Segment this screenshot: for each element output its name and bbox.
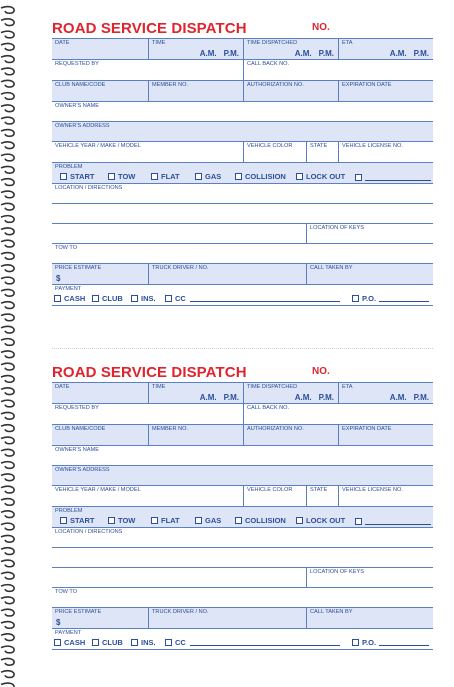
- state-field[interactable]: [306, 142, 338, 162]
- owners-name-field[interactable]: [52, 446, 433, 465]
- pm-option: P.M.: [223, 393, 239, 402]
- spiral-ring: [1, 511, 14, 518]
- field-label: CALL BACK NO.: [247, 405, 290, 411]
- spiral-ring: [1, 671, 14, 678]
- spiral-ring: [1, 363, 14, 370]
- problem-gas-checkbox[interactable]: GAS: [195, 516, 221, 525]
- problem-lockout-checkbox[interactable]: LOCK OUT: [296, 516, 345, 525]
- spiral-ring: [1, 56, 14, 63]
- problem-lockout-checkbox[interactable]: LOCK OUT: [296, 172, 345, 181]
- am-pm-selector[interactable]: [383, 393, 429, 402]
- row-vehicle: [52, 486, 433, 507]
- field-label: TIME: [152, 384, 166, 390]
- call-back-field[interactable]: [243, 404, 433, 424]
- problem-tow-checkbox[interactable]: TOW: [108, 172, 135, 181]
- row-owner-address: [52, 466, 433, 486]
- requested-by-field[interactable]: [52, 60, 243, 80]
- row-payment: [52, 285, 433, 306]
- row-payment: [52, 629, 433, 650]
- spiral-ring: [1, 326, 14, 333]
- spiral-ring: [1, 412, 14, 419]
- spiral-ring: [1, 548, 14, 555]
- spiral-ring: [1, 658, 14, 665]
- row-location-2: [52, 204, 433, 224]
- problem-other-checkbox[interactable]: [355, 518, 431, 525]
- dollar-sign: $: [56, 274, 61, 283]
- problem-start-checkbox[interactable]: START: [60, 516, 94, 525]
- field-label: TIME DISPATCHED: [247, 40, 298, 46]
- pm-option: P.M.: [413, 393, 429, 402]
- spiral-ring: [1, 7, 14, 14]
- problem-collision-checkbox[interactable]: COLLISION: [235, 172, 286, 181]
- am-pm-selector[interactable]: [383, 49, 429, 58]
- time-dispatched-field[interactable]: [243, 383, 338, 403]
- field-label: VEHICLE COLOR: [247, 487, 293, 493]
- payment-ins-checkbox[interactable]: INS.: [131, 638, 156, 647]
- spiral-ring: [1, 462, 14, 469]
- member-no-field[interactable]: [148, 425, 243, 445]
- spiral-ring: [1, 609, 14, 616]
- row-club: [52, 81, 433, 102]
- field-label: TOW TO: [55, 245, 78, 251]
- payment-club-checkbox[interactable]: CLUB: [92, 638, 123, 647]
- field-label: REQUESTED BY: [55, 405, 99, 411]
- spiral-ring: [1, 31, 14, 38]
- call-taken-by-field[interactable]: [306, 264, 433, 284]
- field-label: CLUB NAME/CODE: [55, 82, 106, 88]
- problem-field: [52, 507, 433, 527]
- row-owner-name: [52, 446, 433, 466]
- am-pm-selector[interactable]: [288, 49, 334, 58]
- field-label: ETA: [342, 40, 353, 46]
- payment-po-checkbox[interactable]: P.O.: [352, 638, 429, 647]
- spiral-ring: [1, 535, 14, 542]
- location-directions-field[interactable]: [52, 528, 433, 547]
- field-label: PAYMENT: [55, 630, 82, 636]
- vehicle-color-field[interactable]: [243, 486, 306, 506]
- row-date-time: [52, 39, 433, 60]
- am-option: A.M.: [199, 393, 217, 402]
- eta-field[interactable]: [338, 39, 433, 59]
- spiral-ring: [1, 191, 14, 198]
- field-label: STATE: [310, 143, 328, 149]
- problem-tow-checkbox[interactable]: TOW: [108, 516, 135, 525]
- requested-by-field[interactable]: [52, 404, 243, 424]
- spiral-ring: [1, 597, 14, 604]
- pm-option: P.M.: [318, 393, 334, 402]
- field-label: ETA: [342, 384, 353, 390]
- row-tow-to: [52, 244, 433, 264]
- spiral-ring: [1, 228, 14, 235]
- tow-to-field[interactable]: [52, 244, 433, 263]
- spiral-ring: [1, 43, 14, 50]
- field-label: TIME DISPATCHED: [247, 384, 298, 390]
- date-field[interactable]: [52, 39, 148, 59]
- problem-start-checkbox[interactable]: START: [60, 172, 94, 181]
- price-estimate-field[interactable]: [52, 608, 148, 628]
- payment-field: [52, 629, 433, 649]
- field-label: TRUCK DRIVER / NO.: [152, 609, 209, 615]
- spiral-ring: [1, 646, 14, 653]
- spiral-ring: [1, 351, 14, 358]
- spiral-ring: [1, 585, 14, 592]
- row-location-keys: [52, 224, 433, 244]
- owners-address-field[interactable]: [52, 466, 433, 485]
- field-label: VEHICLE COLOR: [247, 143, 293, 149]
- spiral-ring: [1, 289, 14, 296]
- field-label: DATE: [55, 384, 70, 390]
- time-field[interactable]: [148, 39, 243, 59]
- form-title: ROAD SERVICE DISPATCH: [52, 364, 247, 381]
- vehicle-license-field[interactable]: [338, 486, 433, 506]
- location-line[interactable]: [52, 224, 306, 243]
- field-label: PROBLEM: [55, 164, 83, 170]
- payment-cc-checkbox[interactable]: CC: [165, 294, 340, 303]
- field-label: CLUB NAME/CODE: [55, 426, 106, 432]
- field-label: PAYMENT: [55, 286, 82, 292]
- row-location-2: [52, 548, 433, 568]
- spiral-ring: [1, 265, 14, 272]
- spiral-ring: [1, 486, 14, 493]
- field-label: STATE: [310, 487, 328, 493]
- field-label: LOCATION OF KEYS: [310, 569, 364, 575]
- spiral-ring: [1, 179, 14, 186]
- spiral-ring: [1, 105, 14, 112]
- location-line[interactable]: [52, 204, 433, 223]
- call-back-field[interactable]: [243, 60, 433, 80]
- row-tow-to: [52, 588, 433, 608]
- spiral-ring: [1, 634, 14, 641]
- spiral-ring: [1, 474, 14, 481]
- payment-cash-checkbox[interactable]: CASH: [54, 638, 85, 647]
- spiral-ring: [1, 437, 14, 444]
- row-location-1: [52, 184, 433, 204]
- field-label: LOCATION / DIRECTIONS: [55, 185, 123, 191]
- spiral-ring: [1, 425, 14, 432]
- spiral-ring: [1, 240, 14, 247]
- field-label: OWNER'S ADDRESS: [55, 123, 110, 129]
- field-label: AUTHORIZATION NO.: [247, 82, 304, 88]
- field-label: EXPIRATION DATE: [342, 82, 392, 88]
- time-dispatched-field[interactable]: [243, 39, 338, 59]
- field-label: PROBLEM: [55, 508, 83, 514]
- pm-option: P.M.: [318, 49, 334, 58]
- eta-field[interactable]: [338, 383, 433, 403]
- spiral-ring: [1, 117, 14, 124]
- field-label: VEHICLE LICENSE NO.: [342, 143, 403, 149]
- owners-address-field[interactable]: [52, 122, 433, 141]
- field-label: REQUESTED BY: [55, 61, 99, 67]
- field-label: VEHICLE LICENSE NO.: [342, 487, 403, 493]
- field-label: TOW TO: [55, 589, 78, 595]
- field-label: MEMBER NO.: [152, 82, 189, 88]
- field-label: CALL BACK NO.: [247, 61, 290, 67]
- club-name-field[interactable]: [52, 81, 148, 101]
- spiral-ring: [1, 339, 14, 346]
- am-pm-selector[interactable]: [288, 393, 334, 402]
- location-line[interactable]: [52, 568, 306, 587]
- payment-cash-checkbox[interactable]: CASH: [54, 294, 85, 303]
- vehicle-ymm-field[interactable]: [52, 142, 243, 162]
- spiral-ring: [1, 523, 14, 530]
- field-label: PRICE ESTIMATE: [55, 265, 102, 271]
- spiral-ring: [1, 277, 14, 284]
- vehicle-license-field[interactable]: [338, 142, 433, 162]
- spiral-ring: [1, 400, 14, 407]
- price-estimate-field[interactable]: [52, 264, 148, 284]
- row-date-time: [52, 383, 433, 404]
- problem-field: [52, 163, 433, 183]
- field-label: LOCATION OF KEYS: [310, 225, 364, 231]
- form-number-label: NO.: [312, 366, 330, 377]
- am-option: A.M.: [389, 393, 407, 402]
- am-option: A.M.: [294, 49, 312, 58]
- spiral-ring: [1, 93, 14, 100]
- location-of-keys-field[interactable]: [306, 568, 433, 587]
- payment-ins-checkbox[interactable]: INS.: [131, 294, 156, 303]
- field-label: OWNER'S NAME: [55, 103, 99, 109]
- field-label: VEHICLE YEAR / MAKE / MODEL: [55, 487, 141, 493]
- field-label: TRUCK DRIVER / NO.: [152, 265, 209, 271]
- problem-collision-checkbox[interactable]: COLLISION: [235, 516, 286, 525]
- location-directions-field[interactable]: [52, 184, 433, 203]
- field-label: LOCATION / DIRECTIONS: [55, 529, 123, 535]
- spiral-ring: [1, 166, 14, 173]
- row-price: [52, 608, 433, 629]
- field-label: PRICE ESTIMATE: [55, 609, 102, 615]
- truck-driver-field[interactable]: [148, 264, 306, 284]
- payment-cc-checkbox[interactable]: CC: [165, 638, 340, 647]
- field-label: TIME: [152, 40, 166, 46]
- payment-po-checkbox[interactable]: P.O.: [352, 294, 429, 303]
- spiral-ring: [1, 253, 14, 260]
- club-name-field[interactable]: [52, 425, 148, 445]
- row-price: [52, 264, 433, 285]
- am-option: A.M.: [294, 393, 312, 402]
- expiration-field[interactable]: [338, 425, 433, 445]
- spiral-ring: [1, 572, 14, 579]
- field-label: DATE: [55, 40, 70, 46]
- field-label: MEMBER NO.: [152, 426, 189, 432]
- spiral-ring: [1, 449, 14, 456]
- spiral-ring: [1, 154, 14, 161]
- problem-flat-checkbox[interactable]: FLAT: [151, 172, 180, 181]
- form-number-label: NO.: [312, 22, 330, 33]
- row-requested: [52, 404, 433, 425]
- vehicle-color-field[interactable]: [243, 142, 306, 162]
- form-title: ROAD SERVICE DISPATCH: [52, 20, 247, 37]
- spiral-ring: [1, 499, 14, 506]
- spiral-ring: [1, 376, 14, 383]
- spiral-ring: [1, 388, 14, 395]
- row-requested: [52, 60, 433, 81]
- spiral-ring: [1, 68, 14, 75]
- location-line[interactable]: [52, 548, 433, 567]
- am-pm-selector[interactable]: [193, 393, 239, 402]
- authorization-field[interactable]: [243, 81, 338, 101]
- payment-club-checkbox[interactable]: CLUB: [92, 294, 123, 303]
- spiral-ring: [1, 216, 14, 223]
- spiral-ring: [1, 130, 14, 137]
- field-label: CALL TAKEN BY: [310, 265, 353, 271]
- row-problem: [52, 163, 433, 184]
- truck-driver-field[interactable]: [148, 608, 306, 628]
- perforation-line: [52, 348, 433, 349]
- row-owner-address: [52, 122, 433, 142]
- expiration-field[interactable]: [338, 81, 433, 101]
- field-label: AUTHORIZATION NO.: [247, 426, 304, 432]
- row-location-keys: [52, 568, 433, 588]
- spiral-ring: [1, 622, 14, 629]
- row-location-1: [52, 528, 433, 548]
- pm-option: P.M.: [223, 49, 239, 58]
- authorization-field[interactable]: [243, 425, 338, 445]
- dollar-sign: $: [56, 618, 61, 627]
- spiral-ring: [1, 19, 14, 26]
- spiral-binding: [0, 0, 18, 687]
- row-vehicle: [52, 142, 433, 163]
- row-problem: [52, 507, 433, 528]
- field-label: EXPIRATION DATE: [342, 426, 392, 432]
- problem-flat-checkbox[interactable]: FLAT: [151, 516, 180, 525]
- tow-to-field[interactable]: [52, 588, 433, 607]
- row-club: [52, 425, 433, 446]
- field-label: OWNER'S ADDRESS: [55, 467, 110, 473]
- spiral-ring: [1, 302, 14, 309]
- owners-name-field[interactable]: [52, 102, 433, 121]
- state-field[interactable]: [306, 486, 338, 506]
- spiral-ring: [1, 314, 14, 321]
- field-label: VEHICLE YEAR / MAKE / MODEL: [55, 143, 141, 149]
- spiral-ring: [1, 683, 14, 687]
- field-label: OWNER'S NAME: [55, 447, 99, 453]
- vehicle-ymm-field[interactable]: [52, 486, 243, 506]
- payment-field: [52, 285, 433, 305]
- time-field[interactable]: [148, 383, 243, 403]
- spiral-ring: [1, 560, 14, 567]
- row-owner-name: [52, 102, 433, 122]
- spiral-ring: [1, 203, 14, 210]
- spiral-ring: [1, 80, 14, 87]
- location-of-keys-field[interactable]: [306, 224, 433, 243]
- pm-option: P.M.: [413, 49, 429, 58]
- problem-gas-checkbox[interactable]: GAS: [195, 172, 221, 181]
- problem-other-checkbox[interactable]: [355, 174, 431, 181]
- am-option: A.M.: [199, 49, 217, 58]
- field-label: CALL TAKEN BY: [310, 609, 353, 615]
- am-pm-selector[interactable]: [193, 49, 239, 58]
- member-no-field[interactable]: [148, 81, 243, 101]
- spiral-ring: [1, 142, 14, 149]
- call-taken-by-field[interactable]: [306, 608, 433, 628]
- am-option: A.M.: [389, 49, 407, 58]
- date-field[interactable]: [52, 383, 148, 403]
